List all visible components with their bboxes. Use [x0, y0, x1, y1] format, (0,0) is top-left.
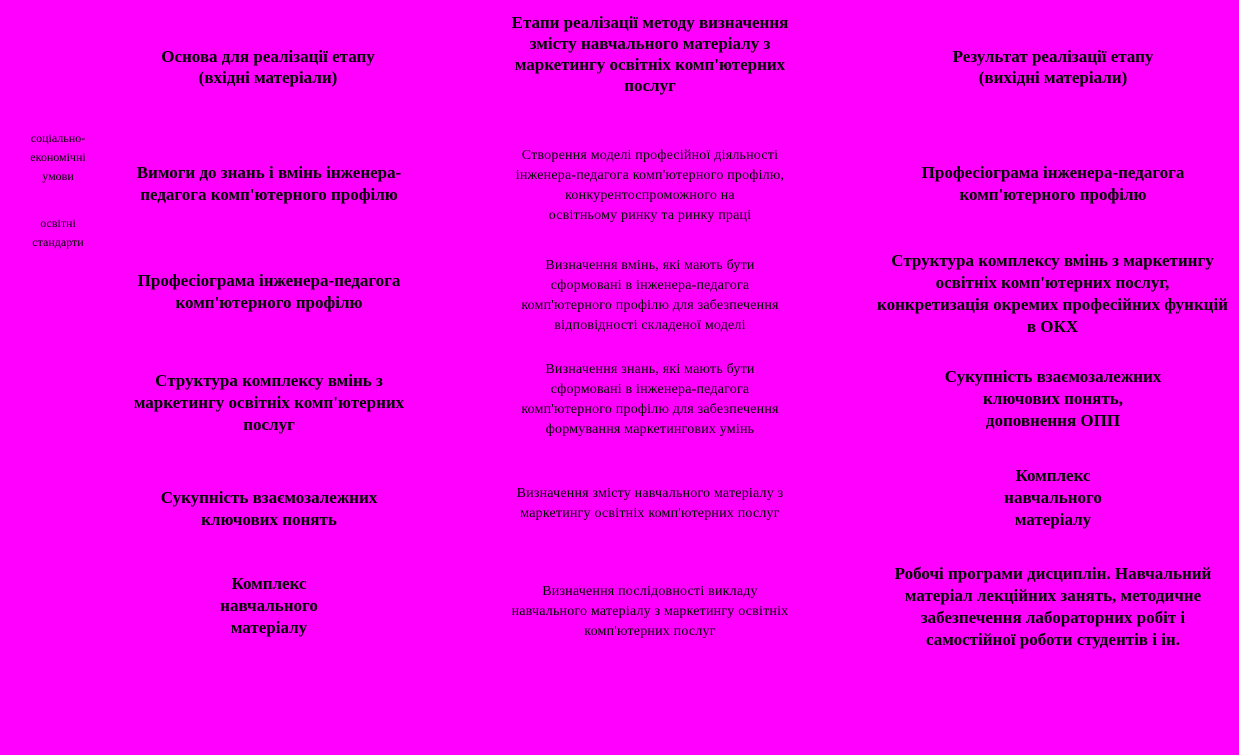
row-3-stage: Визначення знань, які мають бути сформовані в інженера-педагога комп'ютерного профілю для забезпечення формування маркетингових умінь — [521, 362, 779, 437]
row-5-output: Робочі програми дисциплін. Навчальний матеріал лекційних занять, методичне забезпечення лабораторних робіт і самостійної роботи студентів і ін. — [894, 564, 1212, 649]
side-note-education-standards: освітні стандарти — [32, 216, 84, 249]
header-input-column: Основа для реалізації етапу (вхідні матеріали) — [161, 47, 375, 87]
row-3-input: Структура комплексу вмінь з маркетингу освітніх комп'ютерних послуг — [133, 371, 405, 434]
row-5-input: Комплекс навчального матеріалу — [220, 574, 318, 637]
row-2-input: Професіограма інженера-педагога комп'ютерного профілю — [137, 271, 401, 312]
row-4-stage: Визначення змісту навчального матеріалу з маркетингу освітніх комп'ютерних послуг — [516, 486, 784, 521]
row-1-stage: Створення моделі професійної діяльності інженера-педагога комп'ютерного профілю, конкурентоспроможного на освітньому ринку та ринку праці — [515, 148, 785, 223]
row-1-output: Професіограма інженера-педагога комп'ютерного профілю — [921, 163, 1185, 204]
header-stages-column: Етапи реалізації методу визначення змісту навчального матеріалу з маркетингу освітніх комп'ютерних послуг — [511, 13, 789, 95]
row-4-output: Комплекс навчального матеріалу — [1004, 466, 1102, 529]
row-1-input: Вимоги до знань і вмінь інженера- педагога комп'ютерного профілю — [136, 163, 402, 204]
row-4-input: Сукупність взаємозалежних ключових понять — [160, 488, 378, 529]
row-2-output: Структура комплексу вмінь з маркетингу освітніх комп'ютерних послуг, конкретизація окремих професійних функцій в ОКХ — [877, 251, 1228, 336]
row-2-stage: Визначення вмінь, які мають бути сформовані в інженера-педагога комп'ютерного профілю для забезпечення відповідності складеної моделі — [521, 258, 779, 333]
header-output-column: Результат реалізації етапу (вихідні матеріали) — [952, 47, 1154, 87]
side-note-socio-economic: соціально- економічні умови — [30, 130, 86, 183]
row-5-stage: Визначення послідовності викладу навчального матеріалу з маркетингу освітніх комп'ютерних послуг — [511, 584, 789, 639]
row-3-output: Сукупність взаємозалежних ключових понять, доповнення ОПП — [944, 367, 1162, 430]
